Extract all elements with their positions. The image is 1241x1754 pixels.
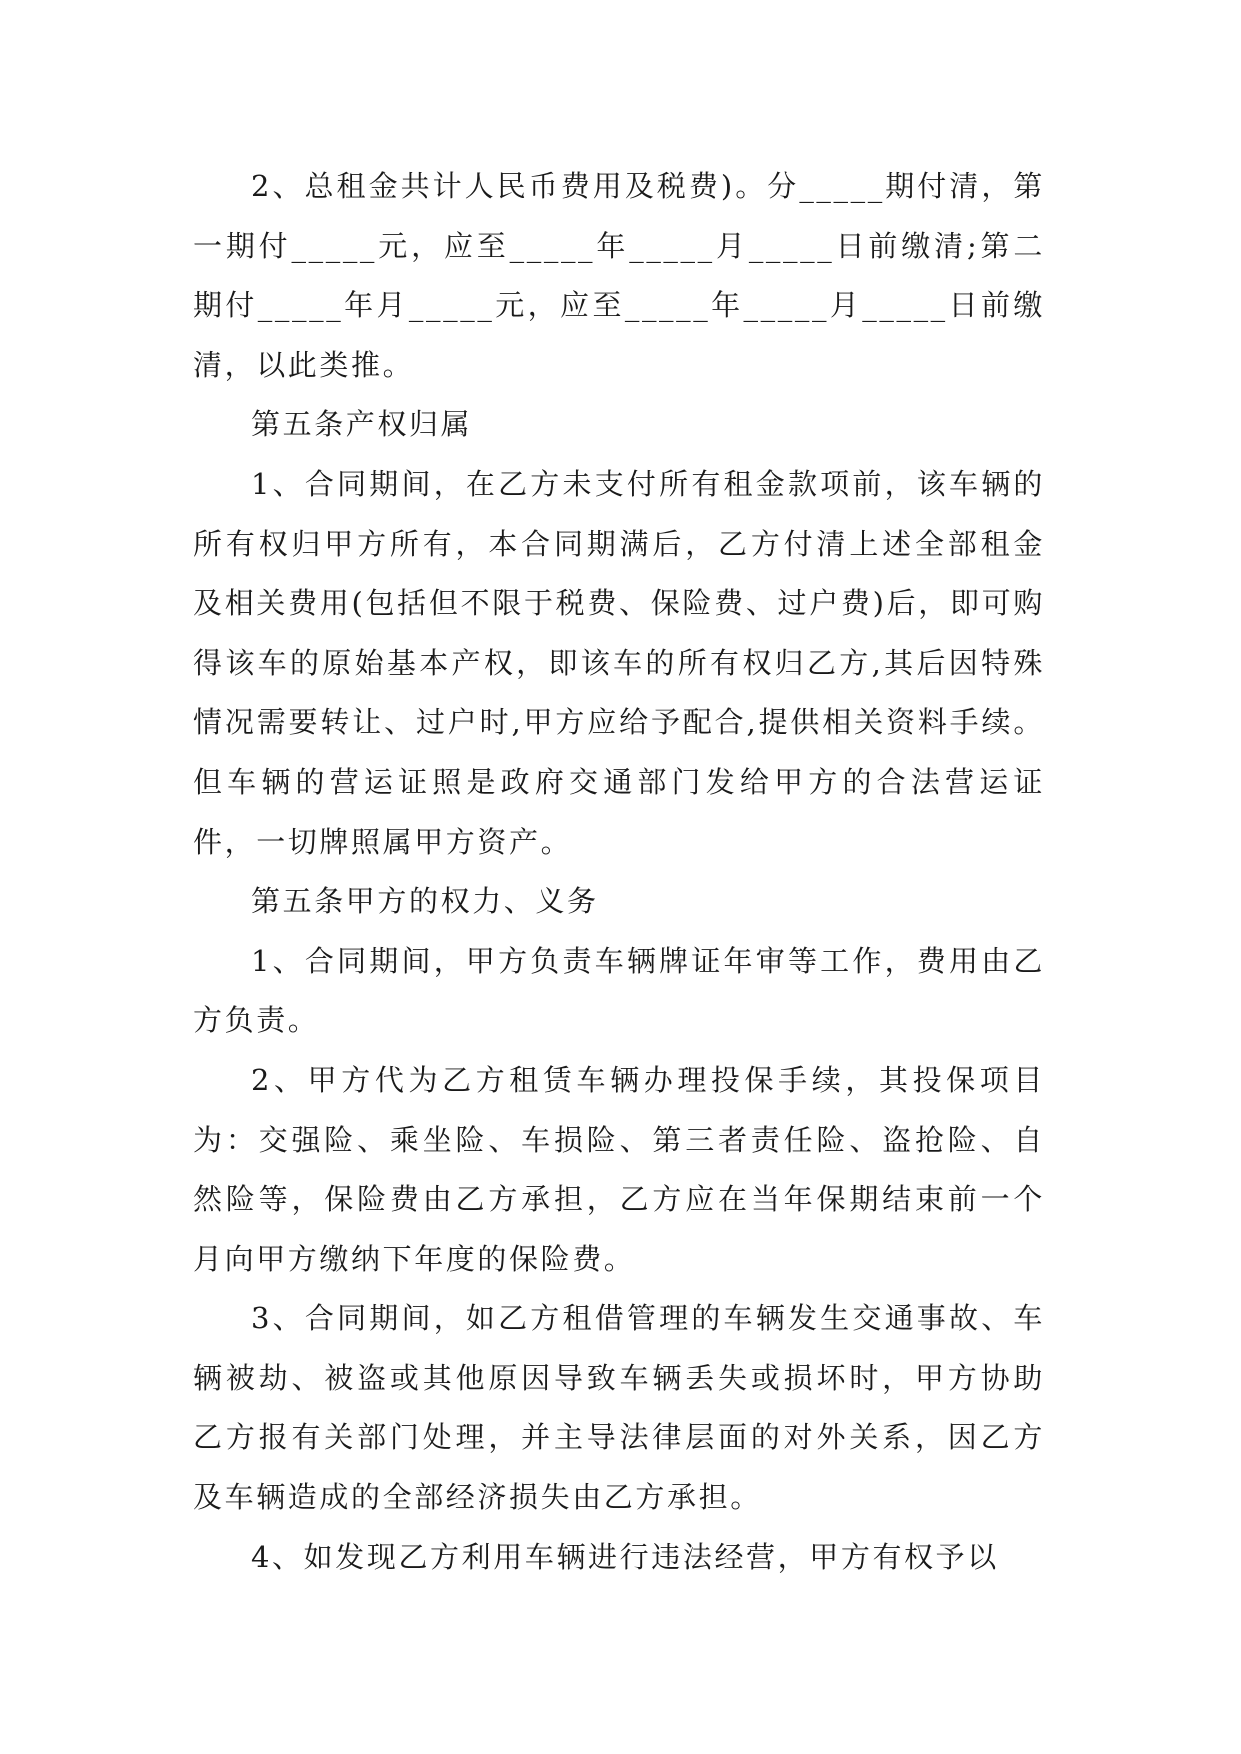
paragraph-ownership-1: 1、合同期间，在乙方未支付所有租金款项前，该车辆的所有权归甲方所有，本合同期满后，乙方付清上述全部租金及相关费用(包括但不限于税费、保险费、过户费)后，即可购得该车的原始基本产权，即该车的所有权归乙方,其后因特殊情况需要转让、过户时,甲方应给予配合,提供相关资料手续。但车辆的营运证照是政府交通部门发给甲方的合法营运证件，一切牌照属甲方资产。 — [193, 466, 1045, 859]
paragraph-party-a-1: 1、合同期间，甲方负责车辆牌证年审等工作，费用由乙方负责。 — [193, 943, 1045, 1038]
contract-body — [193, 157, 1045, 1587]
heading-article-five-ownership: 第五条产权归属 — [251, 407, 473, 442]
paragraph-payment-terms: 2、总租金共计人民币费用及税费)。分_____期付清，第一期付_____元，应至_____年_____月_____日前缴清;第二期付_____年月_____元，应至_____年_____月_____日前缴清，以此类推。 — [193, 169, 1045, 382]
paragraph-party-a-4: 4、如发现乙方利用车辆进行违法经营，甲方有权予以 — [251, 1539, 999, 1574]
heading-article-five-party-a-rights: 第五条甲方的权力、义务 — [251, 884, 599, 919]
paragraph-party-a-3: 3、合同期间，如乙方租借管理的车辆发生交通事故、车辆被劫、被盗或其他原因导致车辆丢失或损坏时，甲方协助乙方报有关部门处理，并主导法律层面的对外关系，因乙方及车辆造成的全部经济损失由乙方承担。 — [193, 1301, 1045, 1515]
paragraph-party-a-2: 2、甲方代为乙方租赁车辆办理投保手续，其投保项目为：交强险、乘坐险、车损险、第三者责任险、盗抢险、自然险等，保险费由乙方承担，乙方应在当年保期结束前一个月向甲方缴纳下年度的保险费。 — [193, 1062, 1045, 1276]
